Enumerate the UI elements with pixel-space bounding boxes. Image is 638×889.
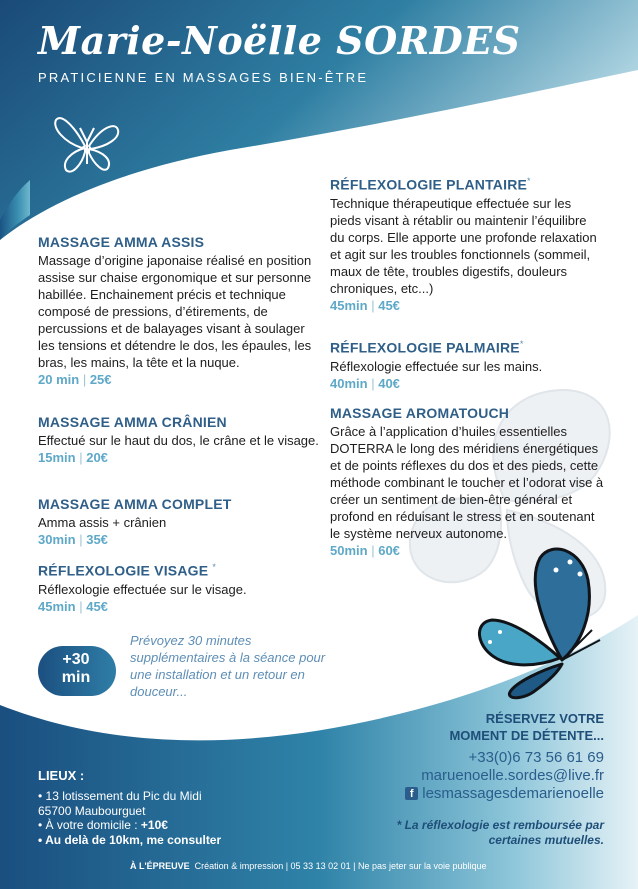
facebook-link[interactable] [405, 785, 604, 802]
blue-butterfly-icon [470, 540, 610, 700]
price: 45€ [378, 297, 400, 313]
service-amma-cranien [38, 414, 320, 465]
service-description: Technique thérapeutique effectuée sur les pieds visant à rétablir ou maintenir l’équilibre du corps. Elle apporte une profonde relaxation et agit sur les troubles fonctionnels (sommeil, maux de tête, troubles digestifs, douleurs chroniques, etc...) [330, 195, 597, 296]
service-aromatouch [330, 405, 604, 558]
asterisk: * [527, 176, 531, 186]
location-home-label: • À votre domicile : [38, 818, 141, 832]
service-title [330, 339, 600, 356]
reimbursement-line2: certaines mutuelles. [488, 833, 604, 847]
service-title: MASSAGE AMMA ASSIS [38, 234, 205, 250]
printer-details: Création & impression | 05 33 13 02 01 | Ne pas jeter sur la voie publique [194, 861, 487, 871]
locations-heading: LIEUX : [38, 768, 85, 783]
price: 60€ [378, 543, 400, 558]
service-title: MASSAGE AROMATOUCH [330, 405, 510, 421]
reimbursement-line1: * La réflexologie est remboursée par [396, 818, 604, 832]
service-price: 15min | 20€ [38, 450, 108, 465]
service-description: Massage d’origine japonaise réalisé en position assise sur chaise ergonomique et sur personne habillée. Enchainement précis et technique composé de pressions, d’étirements, de percussions et de balayages visant à soulager les tensions et détendre le dos, les épaules, les bras, les mains, la tête et la nuque. [38, 253, 312, 370]
service-description: Amma assis + crânien [38, 515, 167, 530]
asterisk: * [212, 562, 217, 572]
price: 20€ [86, 450, 108, 465]
extra-time-note: Prévoyez 30 minutes supplémentaires à la séance pour une installation et un retour en douceur... [130, 633, 326, 699]
service-price: 20 min | 25€ [38, 372, 112, 387]
butterfly-outline-icon [52, 112, 122, 178]
service-description: Réflexologie effectuée sur les mains. [330, 358, 543, 374]
service-reflexologie-palmaire [330, 339, 600, 391]
service-amma-complet [38, 496, 320, 547]
duration: 45min [330, 297, 368, 313]
service-price: 45min | 45€ [38, 598, 108, 614]
asterisk: * [519, 339, 524, 349]
location-line [38, 818, 221, 833]
location-line: 65700 Maubourguet [38, 803, 146, 818]
service-reflexologie-visage [38, 562, 320, 614]
service-reflexologie-plantaire [330, 176, 600, 313]
booking-line1: RÉSERVEZ VOTRE [485, 711, 604, 726]
extra-time-badge [38, 645, 114, 699]
duration: 20 min [38, 372, 80, 387]
printer-brand: À L'ÉPREUVE [130, 861, 190, 871]
price: 40€ [378, 375, 400, 391]
location-line: • Au delà de 10km, me consulter [38, 832, 222, 847]
practitioner-name: Marie-Noëlle SORDES [38, 18, 521, 63]
service-description: Effectué sur le haut du dos, le crâne et le visage. [38, 433, 319, 448]
practitioner-subtitle: PRATICIENNE EN MASSAGES BIEN-ÊTRE [38, 70, 369, 85]
service-price: 40min | 40€ [330, 375, 400, 391]
service-title [38, 562, 320, 579]
facebook-icon: f [405, 787, 418, 800]
printer-footer [130, 861, 487, 871]
duration: 15min [38, 450, 76, 465]
service-price: 50min | 60€ [330, 543, 400, 558]
duration: 45min [38, 598, 76, 614]
duration: 40min [330, 375, 368, 391]
service-title: MASSAGE AMMA CRÂNIEN [38, 414, 227, 430]
price: 25€ [89, 372, 112, 387]
price: 45€ [86, 598, 108, 614]
facebook-handle: lesmassagesdemarienoelle [422, 785, 604, 802]
phone-number[interactable]: +33(0)6 73 56 61 69 [468, 749, 604, 766]
reimbursement-note [397, 818, 604, 848]
booking-line2: MOMENT DE DÉTENTE... [449, 728, 604, 743]
title-text: RÉFLEXOLOGIE VISAGE [38, 562, 209, 579]
service-title [330, 176, 600, 193]
service-price: 45min | 45€ [330, 297, 400, 313]
location-line: • 13 lotissement du Pic du Midi [38, 789, 202, 803]
title-text: RÉFLEXOLOGIE PLANTAIRE [330, 176, 528, 193]
title-text: RÉFLEXOLOGIE PALMAIRE [330, 339, 520, 356]
service-amma-assis [38, 234, 320, 387]
service-description: Grâce à l’application d’huiles essentielles DOTERRA le long des méridiens énergétiques et de points réflexes du dos et des pieds, cette méthode combinant le toucher et l’odorat vise à créer un sentiment de bien-être général et profond en réduisant le stress et en soutenant le système nerveux autonome. [330, 424, 604, 541]
duration: 50min [330, 543, 368, 558]
booking-callout [449, 710, 604, 744]
email-link[interactable]: maruenoelle.sordes@live.fr [421, 767, 604, 784]
locations-list [38, 789, 221, 847]
duration: 30min [38, 532, 76, 547]
service-price: 30min | 35€ [38, 532, 108, 547]
service-title: MASSAGE AMMA COMPLET [38, 496, 232, 512]
price: 35€ [86, 532, 108, 547]
service-description: Réflexologie effectuée sur le visage. [38, 581, 247, 597]
badge-line1: +30 [62, 651, 90, 668]
location-home-fee: +10€ [140, 818, 168, 832]
badge-line2: min [61, 669, 91, 686]
